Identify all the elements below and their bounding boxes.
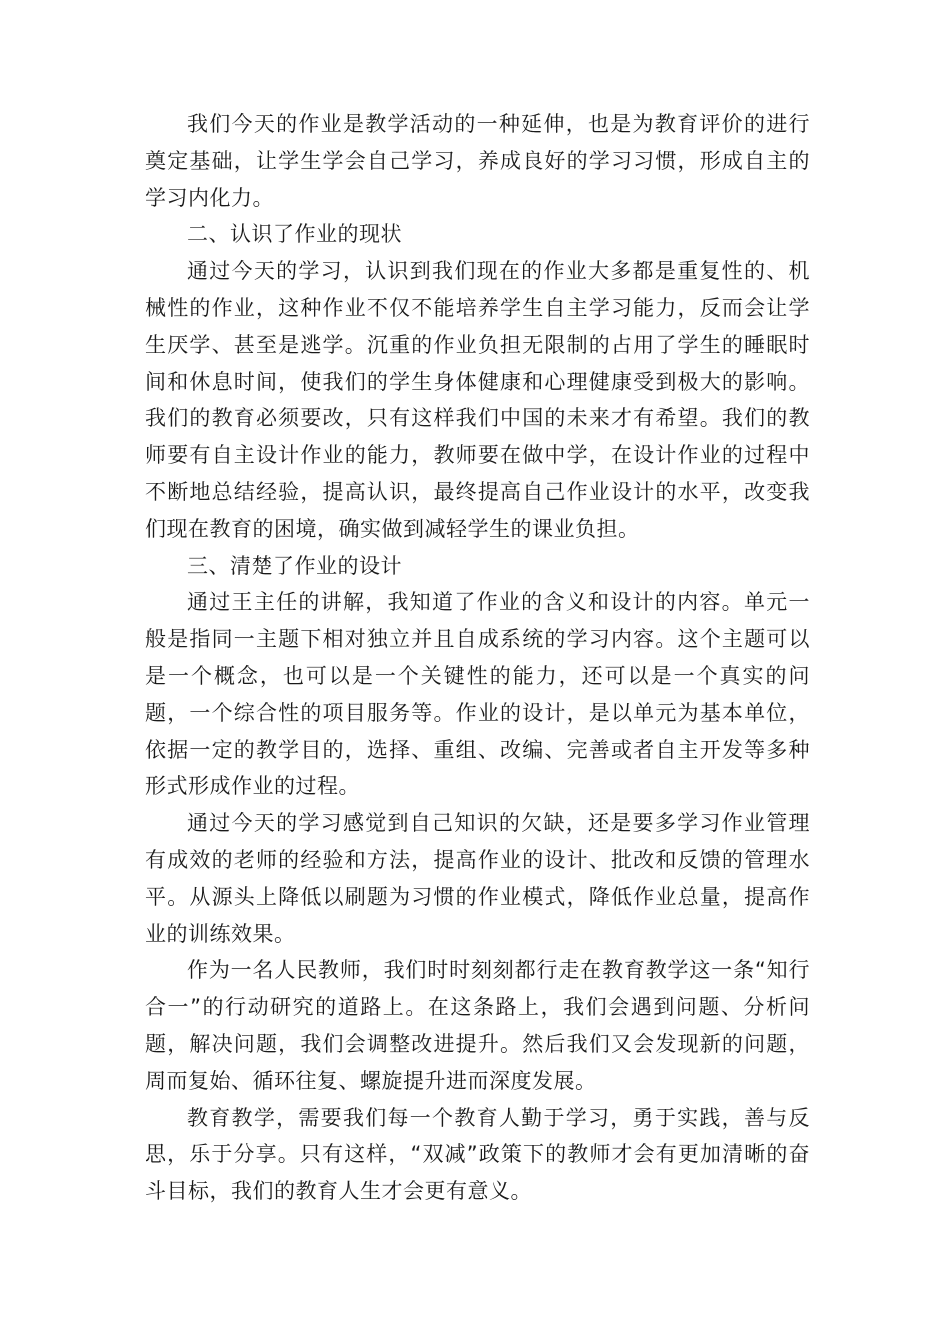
paragraph-teacher-practice: 作为一名人民教师，我们时时刻刻都行走在教育教学这一条“知行合一”的行动研究的道路上。在这条路上，我们会遇到问题、分析问题，解决问题，我们会调整改进提升。然后我们又会发现新的问题，周而复始、循环往复、螺旋提升进而深度发展。: [145, 958, 810, 1093]
section-heading-homework-design: 三、清楚了作业的设计: [187, 553, 402, 578]
paragraph-homework-extension: 我们今天的作业是教学活动的一种延伸，也是为教育评价的进行奠定基础，让学生学会自己学习，养成良好的学习习惯，形成自主的学习内化力。: [145, 112, 810, 210]
paragraph-current-status: 通过今天的学习，认识到我们现在的作业大多都是重复性的、机械性的作业，这种作业不仅不能培养学生自主学习能力，反而会让学生厌学、甚至是逃学。沉重的作业负担无限制的占用了学生的睡眠时间和休息时间，使我们的学生身体健康和心理健康受到极大的影响。我们的教育必须要改，只有这样我们中国的未来才有希望。我们的教师要有自主设计作业的能力，教师要在做中学，在设计作业的过程中不断地总结经验，提高认识，最终提高自己作业设计的水平，改变我们现在教育的困境，确实做到减轻学生的课业负担。: [145, 259, 810, 541]
paragraph-knowledge-gap: 通过今天的学习感觉到自己知识的欠缺，还是要多学习作业管理有成效的老师的经验和方法，提高作业的设计、批改和反馈的管理水平。从源头上降低以刷题为习惯的作业模式，降低作业总量，提高作业的训练效果。: [145, 811, 810, 946]
document-body: [145, 106, 810, 1210]
paragraph-conclusion: 教育教学，需要我们每一个教育人勤于学习，勇于实践，善与反思，乐于分享。只有这样，“双减”政策下的教师才会有更加清晰的奋斗目标，我们的教育人生才会更有意义。: [145, 1105, 810, 1204]
paragraph-homework-design: 通过王主任的讲解，我知道了作业的含义和设计的内容。单元一般是指同一主题下相对独立并且自成系统的学习内容。这个主题可以是一个概念，也可以是一个关键性的能力，还可以是一个真实的问题，一个综合性的项目服务等。作业的设计，是以单元为基本单位，依据一定的教学目的，选择、重组、改编、完善或者自主开发等多种形式形成作业的过程。: [145, 590, 810, 799]
section-heading-current-status: 二、认识了作业的现状: [187, 222, 402, 247]
